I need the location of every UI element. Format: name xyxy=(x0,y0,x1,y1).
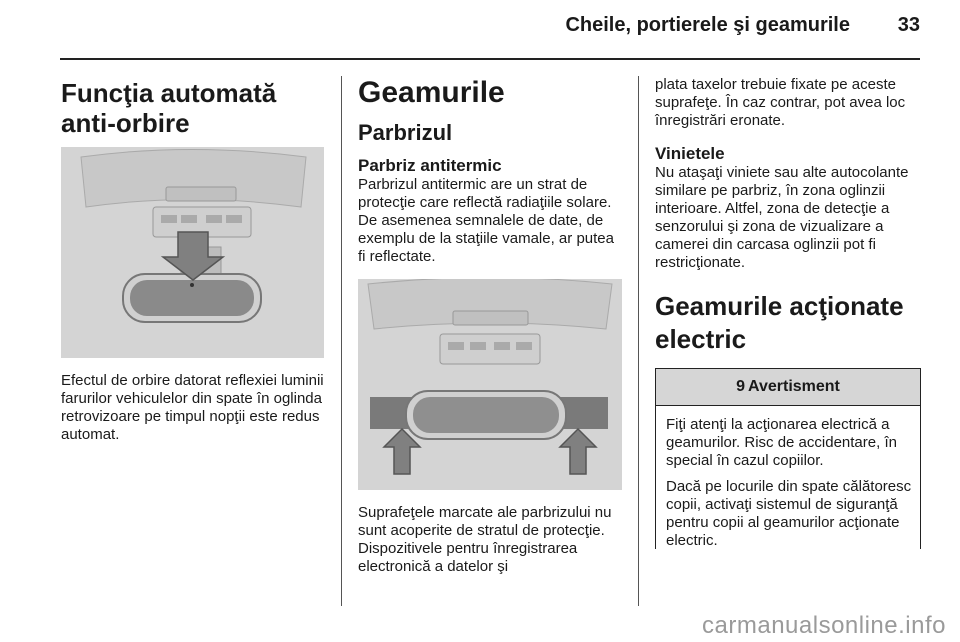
mirror-figure xyxy=(61,147,324,358)
heat-reflecting-paragraph: Parbrizul antitermic are un strat de protecţie care reflectă radiaţiile solare. De asemenea semnalele de date, de exemplu de la staţiile vamale, ar putea fi reflectate. xyxy=(358,176,614,265)
anti-glare-description: Efectul de orbire datorat reflexiei luminii farurilor vehiculelor din spate în oglinda retrovizoare pe timpul nopţii este redus automat. xyxy=(61,372,324,443)
column-2 xyxy=(358,68,624,576)
page-number: 33 xyxy=(897,14,920,36)
marked-areas-paragraph: Suprafeţele marcate ale parbrizului nu sunt acoperite de stratul de protecţie. Dispozitivele pentru înregistrarea electronică a datelor şi xyxy=(358,504,612,575)
header-rule xyxy=(60,58,920,60)
column-divider-1 xyxy=(341,76,342,606)
watermark: carmanualsonline.info xyxy=(702,612,946,639)
subheading-heat-reflecting: Parbriz antitermic xyxy=(358,156,502,175)
column-divider-2 xyxy=(638,76,639,606)
windscreen-figure xyxy=(358,279,622,490)
windscreen-illustration xyxy=(358,279,622,490)
toll-devices-paragraph: plata taxelor trebuie fixate pe aceste suprafeţe. În caz contrar, pot avea loc înregistrări eronate. xyxy=(655,76,906,129)
warning-title: Avertisment xyxy=(748,378,840,395)
section-heading-power-windows: Geamurile acţionate electric xyxy=(655,291,904,354)
warning-header xyxy=(656,369,920,406)
page-header-title: Cheile, portierele şi geamurile xyxy=(565,14,850,36)
subheading-windscreen: Parbrizul xyxy=(358,120,453,145)
subheading-stickers: Vinietele xyxy=(655,144,725,163)
stickers-paragraph: Nu ataşaţi viniete sau alte autocolante similare pe parbriz, în zona oglinzii interioare. Altfel, zona de detecţie a senzorului şi zona de vizualizare a camerei din carcasa oglinzii pot fi restricţionate. xyxy=(655,164,909,271)
warning-body xyxy=(656,406,920,562)
section-heading-windows: Geamurile xyxy=(358,76,505,109)
section-heading-anti-glare: Funcţia automată anti-orbire xyxy=(61,78,277,138)
warning-triangle-icon: 9 xyxy=(736,378,745,395)
warning-text-2: Dacă pe locurile din spate călătoresc copii, activaţi sistemul de siguranţă pentru copii al geamurilor acţionate electric. xyxy=(666,478,912,549)
column-1 xyxy=(61,68,324,444)
warning-text-1: Fiţi atenţi la acţionarea electrică a geamurilor. Risc de accidentare, în special în cazul copiilor. xyxy=(666,416,897,469)
column-3 xyxy=(655,68,921,549)
mirror-illustration xyxy=(61,147,324,358)
warning-box xyxy=(655,368,921,549)
